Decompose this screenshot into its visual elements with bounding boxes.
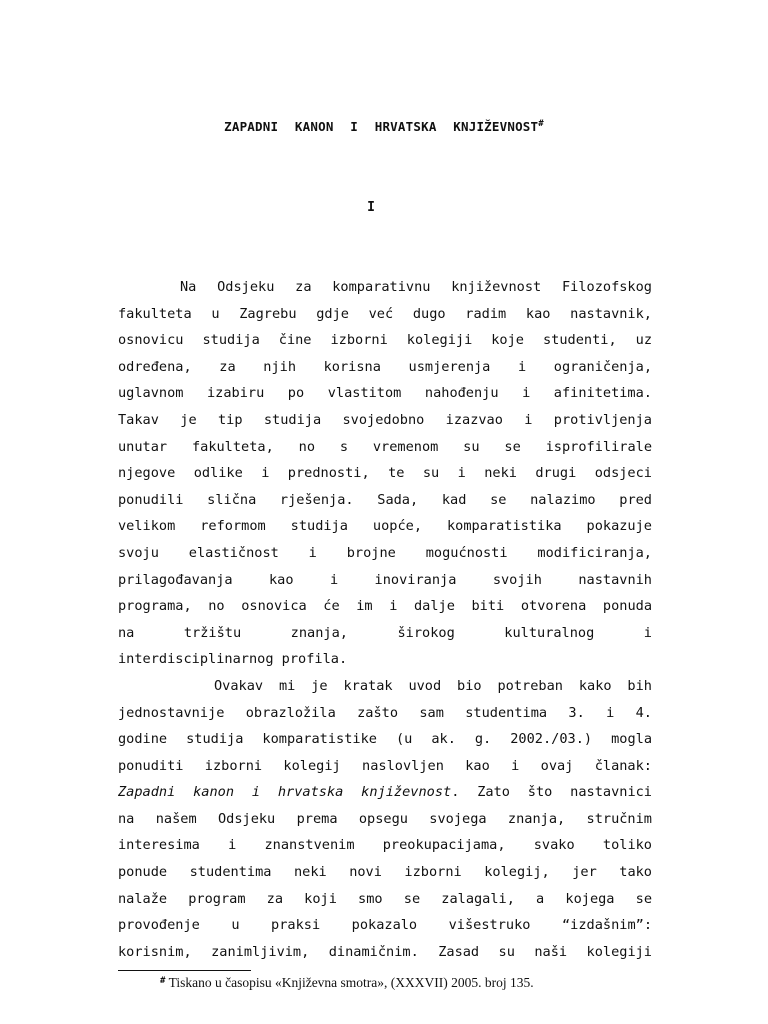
text-line: Ovakav mi je kratak uvod bio potreban kako bih <box>214 677 652 694</box>
text-line: velikom reformom studija uopće, komparatistika pokazuje <box>118 518 652 535</box>
course-title-italic: Zapadni kanon i hrvatska književnost <box>118 784 452 801</box>
text-line: provođenje u praksi pokazalo višestruko “izdašnim”: <box>118 917 652 934</box>
text-line: svoju elastičnost i brojne mogućnosti modificiranja, <box>118 544 652 561</box>
text-line: uglavnom izabiru po vlastitom nahođenju i afinitetima. <box>118 385 652 402</box>
text-line: jednostavnije obrazložila zašto sam studentima 3. i 4. <box>118 704 652 721</box>
article-title <box>0 119 768 134</box>
text-line: unutar fakulteta, no s vremenom su se isprofilirale <box>118 438 652 455</box>
article-title-text: ZAPADNI KANON I HRVATSKA KNJIŽEVNOST <box>224 119 539 134</box>
text-line: prilagođavanja kao i inoviranja svojih nastavnih <box>118 571 652 588</box>
text-line: ponudili slična rješenja. Sada, kad se nalazimo pred <box>118 491 652 508</box>
text-line: korisnim, zanimljivim, dinamičnim. Zasad su naši kolegiji <box>118 943 652 960</box>
text-line-with-title <box>118 779 652 806</box>
text-line: na našem Odsjeku prema opsegu svojega znanja, stručnim <box>118 810 652 827</box>
text-line: Na Odsjeku za komparativnu književnost Filozofskog <box>180 279 652 295</box>
text-line: fakulteta u Zagrebu gdje već dugo radim kao nastavnik, <box>118 305 652 322</box>
text-line: ponude studentima neki novi izborni kolegij, jer tako <box>118 864 652 881</box>
footnote-text: Tiskano u časopisu «Književna smotra», (XXXVII) 2005. broj 135. <box>168 975 534 990</box>
text-line: na tržištu znanja, širokog kulturalnog i <box>118 624 652 641</box>
footnote-marker: # <box>160 976 166 986</box>
text-line: Takav je tip studija svojedobno izazvao i protivljenja <box>118 411 652 428</box>
text-line-rest: . Zato što nastavnici <box>451 784 652 801</box>
text-line: interesima i znanstvenim preokupacijama, svako toliko <box>118 837 652 854</box>
title-footnote-marker: # <box>538 119 544 129</box>
article-body <box>118 274 652 965</box>
text-line: osnovicu studija čine izborni kolegiji koje studenti, uz <box>118 332 652 349</box>
text-line: godine studija komparatistike (u ak. g. 2002./03.) mogla <box>118 731 652 748</box>
text-line: ponuditi izborni kolegij naslovljen kao i ovaj članak: <box>118 757 652 774</box>
text-line: interdisciplinarnog profila. <box>118 651 348 668</box>
footnote-separator <box>118 970 251 971</box>
text-line: određena, za njih korisna usmjerenja i ograničenja, <box>118 358 652 375</box>
footnote <box>160 975 534 991</box>
text-line: njegove odlike i prednosti, te su i neki drugi odsjeci <box>118 465 652 482</box>
section-number: I <box>367 200 375 215</box>
text-line: programa, no osnovica će im i dalje biti otvorena ponuda <box>118 598 652 615</box>
text-line: nalaže program za koji smo se zalagali, a kojega se <box>118 890 652 907</box>
